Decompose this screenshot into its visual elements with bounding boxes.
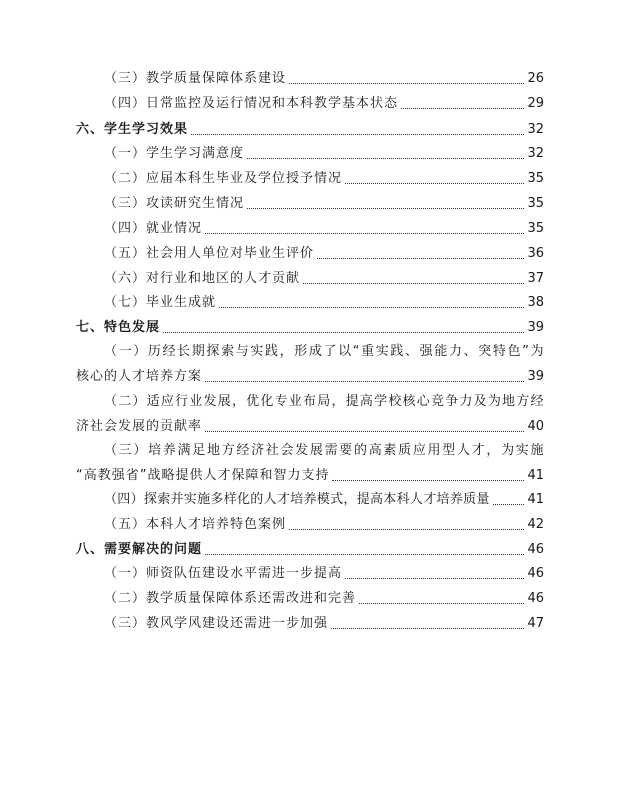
toc-entry-text: （一）学生学习满意度: [104, 146, 245, 161]
toc-entry-text: （一）历经长期探索与实践，形成了以“重实践、强能力、突特色”为: [104, 344, 544, 359]
toc-entry-line2[interactable]: [76, 369, 544, 385]
dot-leader: [247, 158, 524, 159]
toc-entry[interactable]: [104, 271, 544, 287]
toc-entry-text: “高教强省”战略提供人才保障和智力支持: [76, 468, 330, 483]
toc-section-heading[interactable]: [76, 122, 544, 138]
toc-entry-text: （四）日常监控及运行情况和本科教学基本状态: [104, 96, 399, 111]
dot-leader: [205, 233, 524, 234]
toc-page-number: 36: [527, 246, 544, 261]
dot-leader: [317, 258, 524, 259]
toc-entry-text: （五）社会用人单位对毕业生评价: [104, 246, 315, 261]
toc-page-number: 35: [527, 196, 544, 211]
toc-entry[interactable]: [104, 146, 544, 162]
toc-entry[interactable]: [104, 96, 544, 112]
toc-entry-line1[interactable]: [104, 394, 544, 410]
toc-entry-text: 六、学生学习效果: [76, 122, 189, 137]
toc-page-number: 46: [527, 591, 544, 606]
toc-section-heading[interactable]: [76, 320, 544, 336]
toc-page-number: 46: [527, 542, 544, 557]
dot-leader: [359, 603, 524, 604]
toc-entry[interactable]: [104, 566, 544, 582]
toc-entry[interactable]: [104, 171, 544, 187]
dot-leader: [163, 332, 524, 333]
toc-entry-text: 七、特色发展: [76, 320, 161, 335]
toc-page-number: 41: [527, 492, 544, 507]
toc-entry-text: 核心的人才培养方案: [76, 369, 203, 384]
dot-leader: [345, 578, 524, 579]
toc-entry-text: （三）教风学风建设还需进一步加强: [104, 616, 329, 631]
dot-leader: [345, 183, 524, 184]
toc-page-number: 41: [527, 468, 544, 483]
toc-entry-text: （四）探索并实施多样化的人才培养模式，提高本科人才培养质量: [104, 492, 490, 507]
toc-entry[interactable]: [104, 492, 544, 508]
toc-entry-text: （二）教学质量保障体系还需改进和完善: [104, 591, 357, 606]
toc-page-number: 42: [527, 517, 544, 532]
toc-entry[interactable]: [104, 591, 544, 607]
toc-entry-line1[interactable]: [104, 344, 544, 360]
dot-leader: [303, 283, 524, 284]
dot-leader: [191, 134, 524, 135]
dot-leader: [205, 431, 524, 432]
toc-entry-line2[interactable]: [76, 468, 544, 484]
toc-page-number: 35: [527, 221, 544, 236]
dot-leader: [247, 208, 524, 209]
dot-leader: [219, 307, 524, 308]
toc-page-number: 47: [527, 616, 544, 631]
toc-page-number: 39: [527, 320, 544, 335]
dot-leader: [493, 504, 525, 505]
toc-entry-text: （五）本科人才培养特色案例: [104, 517, 287, 532]
dot-leader: [205, 381, 524, 382]
dot-leader: [205, 554, 524, 555]
toc-page-number: 46: [527, 566, 544, 581]
toc-entry-text: 济社会发展的贡献率: [76, 419, 203, 434]
toc-entry-text: （二）适应行业发展，优化专业布局，提高学校核心竞争力及为地方经: [104, 394, 544, 409]
toc-entry[interactable]: [104, 71, 544, 87]
toc-entry[interactable]: [104, 196, 544, 212]
dot-leader: [332, 480, 524, 481]
dot-leader: [331, 628, 524, 629]
dot-leader: [289, 83, 524, 84]
toc-entry[interactable]: [104, 517, 544, 533]
toc-page-number: 32: [527, 122, 544, 137]
dot-leader: [401, 108, 524, 109]
toc-entry-line2[interactable]: [76, 419, 544, 435]
toc-page-number: 35: [527, 171, 544, 186]
toc-entry-text: （二）应届本科生毕业及学位授予情况: [104, 171, 343, 186]
toc-entry-text: （三）培养满足地方经济社会发展需要的高素质应用型人才，为实施: [104, 443, 544, 458]
toc-page-number: 40: [527, 419, 544, 434]
dot-leader: [289, 529, 524, 530]
toc-entry-text: （七）毕业生成就: [104, 295, 217, 310]
toc-page-number: 32: [527, 146, 544, 161]
toc-entry-line1[interactable]: [104, 443, 544, 459]
toc-page-number: 38: [527, 295, 544, 310]
toc-entry-text: （一）师资队伍建设水平需进一步提高: [104, 566, 343, 581]
toc-entry[interactable]: [104, 221, 544, 237]
toc-entry-text: （六）对行业和地区的人才贡献: [104, 271, 301, 286]
toc-entry-text: （三）教学质量保障体系建设: [104, 71, 287, 86]
toc-section-heading[interactable]: [76, 542, 544, 558]
toc-page-number: 29: [527, 96, 544, 111]
toc-page-number: 26: [527, 71, 544, 86]
toc-entry[interactable]: [104, 616, 544, 632]
toc-entry-text: （四）就业情况: [104, 221, 203, 236]
toc-entry[interactable]: [104, 246, 544, 262]
toc-entry-text: 八、需要解决的问题: [76, 542, 203, 557]
toc-page-number: 37: [527, 271, 544, 286]
toc-entry[interactable]: [104, 295, 544, 311]
toc-entry-text: （三）攻读研究生情况: [104, 196, 245, 211]
toc-page-number: 39: [527, 369, 544, 384]
